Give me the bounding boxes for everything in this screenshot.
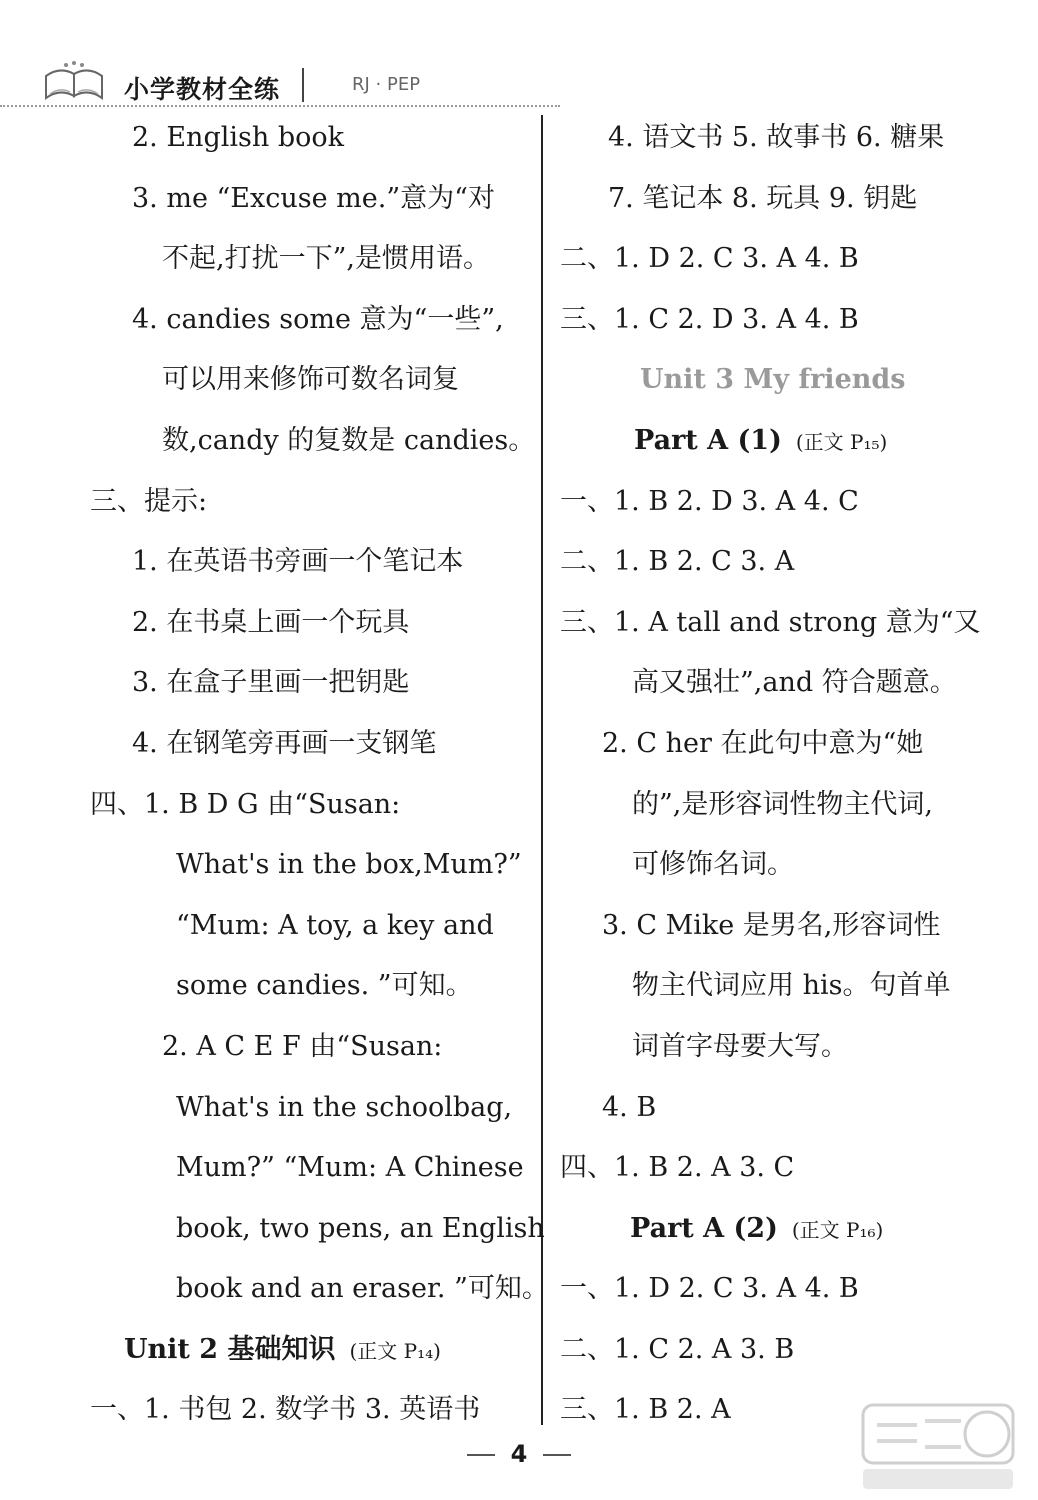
answer-line: 四、1. B D G 由“Susan: (90, 788, 401, 820)
answer-line: 二、1. C 2. A 3. B (560, 1333, 795, 1365)
answer-line: 3. me “Excuse me.”意为“对 (132, 182, 495, 214)
part-a2-page-ref: (正文 P₁₆) (791, 1217, 884, 1242)
answer-line: 4. B (602, 1091, 657, 1123)
watermark-stamp-icon (855, 1395, 1025, 1495)
answer-line: 4. 语文书 5. 故事书 6. 糖果 (608, 122, 945, 153)
part-a2-heading (560, 1199, 1000, 1260)
part-a1-page-ref: (正文 P₁₅) (795, 429, 888, 454)
answer-line: What's in the box,Mum?” (176, 849, 522, 881)
answer-line: 数,candy 的复数是 candies。 (162, 424, 536, 456)
right-column (560, 108, 1000, 1441)
answer-line: book and an eraser. ”可知。 (176, 1273, 549, 1305)
unit2-title: Unit 2 基础知识 (124, 1333, 336, 1365)
header-separator (302, 68, 304, 102)
unit2-section-title (80, 1320, 530, 1381)
answer-line: 可以用来修饰可数名词复 (162, 364, 459, 396)
header-rule (0, 105, 560, 107)
answer-line: 3. 在盒子里画一把钥匙 (132, 667, 410, 699)
answer-line: Mum?” “Mum: A Chinese (176, 1152, 524, 1184)
answer-line: 4. 在钢笔旁再画一支钢笔 (132, 727, 437, 759)
answer-line: 4. candies some 意为“一些”, (132, 303, 504, 335)
answer-line: 三、1. A tall and strong 意为“又 (560, 606, 981, 638)
answer-line: 二、1. B 2. C 3. A (560, 546, 795, 578)
answer-line: 一、1. 书包 2. 数学书 3. 英语书 (90, 1394, 481, 1426)
answer-line: 不起,打扰一下”,是惯用语。 (162, 243, 490, 275)
book-logo-icon (40, 60, 110, 104)
answer-line: What's in the schoolbag, (176, 1091, 513, 1123)
answer-line: 一、1. D 2. C 3. A 4. B (560, 1273, 859, 1305)
part-a1-title: Part A (1) (634, 424, 782, 456)
answer-line: 1. 在英语书旁画一个笔记本 (132, 546, 464, 578)
answer-line: 三、1. B 2. A (560, 1394, 731, 1426)
unit2-page-ref: (正文 P₁₄) (349, 1338, 441, 1363)
left-column (80, 108, 549, 1441)
answer-line: 2. A C E F 由“Susan: (162, 1030, 443, 1062)
answer-line: 三、1. C 2. D 3. A 4. B (560, 303, 859, 335)
page-header (0, 60, 560, 110)
answer-line: 2. C her 在此句中意为“她 (602, 727, 924, 759)
answer-line: 7. 笔记本 8. 玩具 9. 钥匙 (608, 182, 918, 214)
answer-line: 一、1. B 2. D 3. A 4. C (560, 485, 859, 517)
answer-line: some candies. ”可知。 (176, 970, 473, 1002)
answer-line: 三、提示: (90, 485, 208, 517)
part-a2-title: Part A (2) (630, 1212, 778, 1244)
answer-line: 物主代词应用 his。句首单 (632, 970, 951, 1002)
answer-line: 2. English book (132, 122, 344, 153)
answer-line: 二、1. D 2. C 3. A 4. B (560, 243, 859, 275)
book-title: 小学教材全练 (124, 75, 281, 104)
answer-line: book, two pens, an English (176, 1212, 545, 1244)
answer-line: 2. 在书桌上画一个玩具 (132, 606, 410, 638)
answer-line: 四、1. B 2. A 3. C (560, 1152, 795, 1184)
page-number: 4 (0, 1440, 1038, 1468)
answer-line: “Mum: A toy, a key and (176, 909, 494, 941)
answer-line: 的”,是形容词性物主代词, (632, 788, 933, 820)
answer-line: 高又强壮”,and 符合题意。 (632, 667, 957, 699)
answer-line: 词首字母要大写。 (632, 1030, 848, 1062)
edition-label: RJ · PEP (352, 74, 421, 95)
unit3-title: Unit 3 My friends (640, 364, 906, 396)
answer-line: 3. C Mike 是男名,形容词性 (602, 909, 941, 941)
part-a1-heading (560, 411, 1000, 472)
answer-line: 可修饰名词。 (632, 849, 794, 881)
